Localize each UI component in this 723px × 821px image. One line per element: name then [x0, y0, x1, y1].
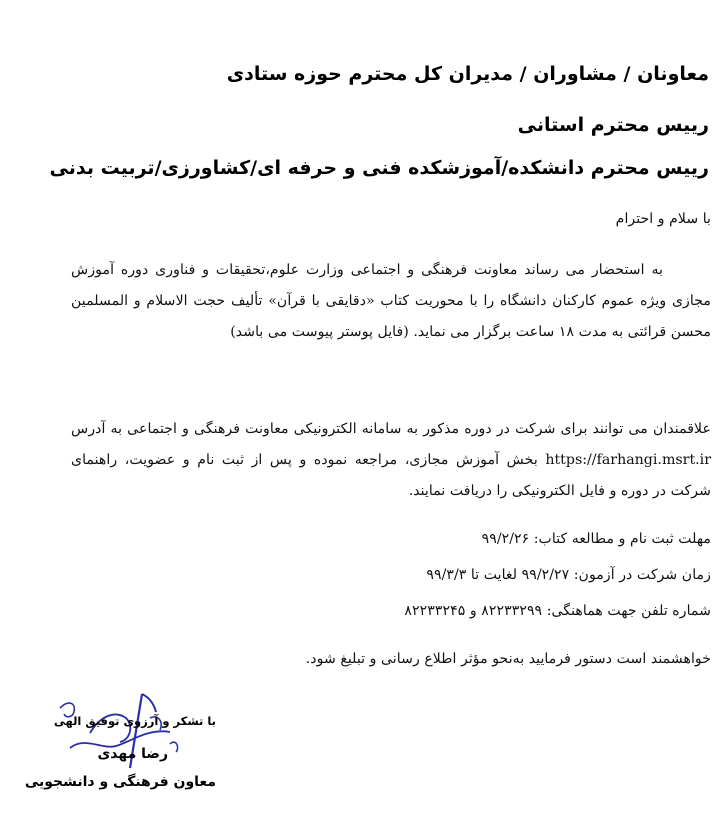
greeting: با سلام و احترام: [615, 211, 711, 227]
recipients-line-2: رییس محترم استانی: [517, 114, 709, 136]
signature-block: [20, 688, 220, 808]
registration-deadline: مهلت ثبت نام و مطالعه کتاب: ۹۹/۲/۲۶: [481, 531, 711, 547]
body-paragraph-1: به استحضار می رساند معاونت فرهنگی و اجتماعی وزارت علوم،تحقیقات و فناوری دوره آموزش مجازی ویژه عموم کارکنان دانشگاه را با محوریت کتاب «دقایقی با قرآن» تألیف حجت الاسلام و المسلمین محسن قرائتی به مدت ۱۸ ساعت برگزار می نماید. (فایل پوستر پیوست می باشد): [71, 262, 711, 340]
recipients-line-1: معاونان / مشاوران / مدیران کل محترم حوزه ستادی: [226, 63, 709, 85]
signature-thanks: با تشکر و آرزوی توفیق الهی: [53, 714, 216, 728]
signatory-title: معاون فرهنگی و دانشجویی: [24, 774, 216, 790]
signatory-name: رضا مهدی: [97, 746, 168, 762]
recipients-line-3: رییس محترم دانشکده/آموزشکده فنی و حرفه ای/کشاورزی/تربیت بدنی: [49, 157, 709, 179]
exam-time: زمان شرکت در آزمون: ۹۹/۲/۲۷ لغایت تا ۹۹/۳/۳: [426, 567, 711, 583]
body-paragraph-2: علاقمندان می توانند برای شرکت در دوره مذکور به سامانه الکترونیکی معاونت فرهنگی و اجتماعی به آدرس https://farhangi.msrt.ir بخش آموزش مجازی، مراجعه نموده و پس از ثبت نام و عضویت، راهنمای شرکت در دوره و فایل الکترونیکی را دریافت نمایند.: [71, 421, 711, 499]
closing-request: خواهشمند است دستور فرمایید به‌نحو مؤثر اطلاع رسانی و تبلیغ شود.: [305, 651, 711, 667]
contact-phone: شماره تلفن جهت هماهنگی: ۸۲۲۳۳۲۹۹ و ۸۲۲۳۳۲۴۵: [404, 603, 711, 619]
